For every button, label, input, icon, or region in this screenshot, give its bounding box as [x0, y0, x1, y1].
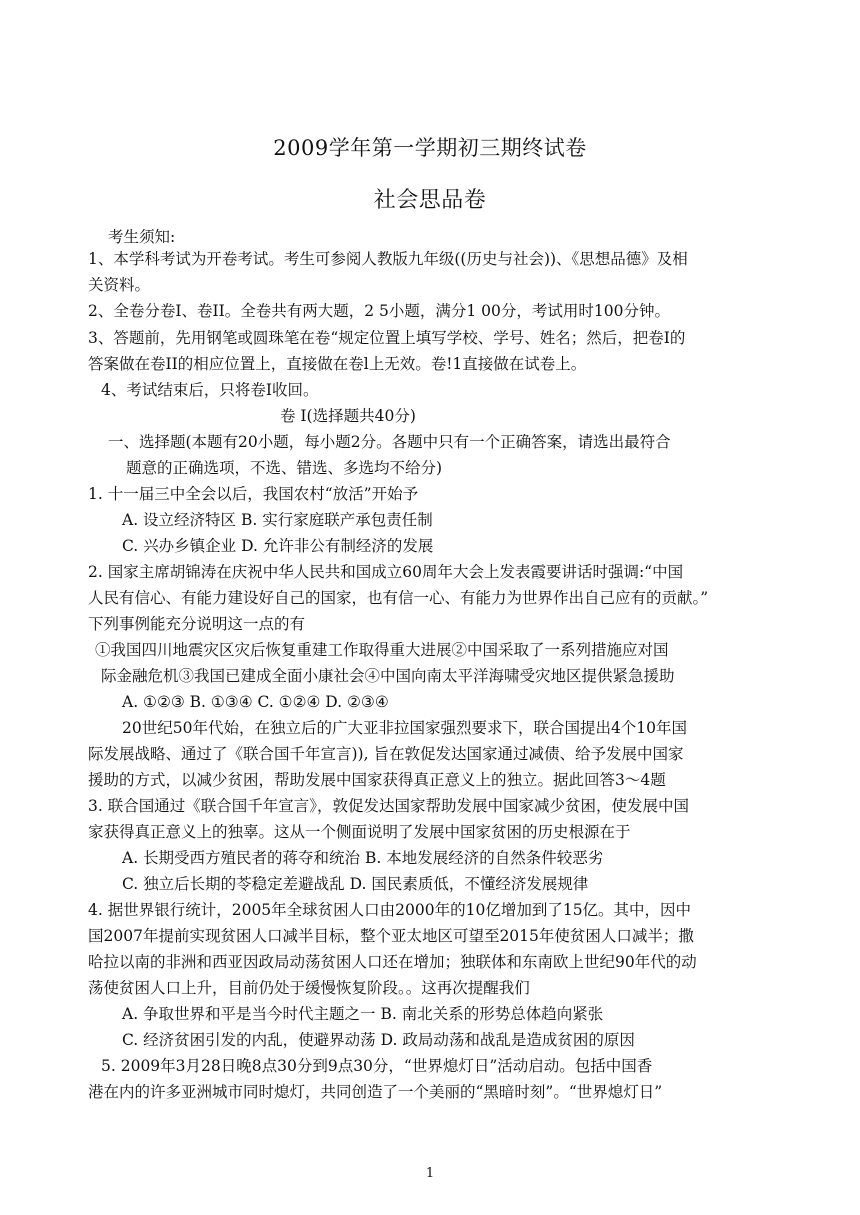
question-3: 3. 联合国通过《联合国千年宣言》，敦促发达国家帮助发展中国家减少贫困，使发展中国 — [88, 797, 689, 815]
exam-subtitle: 社会思品卷 — [373, 188, 487, 213]
exam-title: 2009学年第一学期初三期终试卷 — [273, 136, 587, 160]
question-5-cont: 港在内的许多亚洲城市同时熄灯，共同创造了一个美丽的“黑暗时刻”。“世界熄灯日” — [88, 1083, 663, 1101]
section-instructions-cont: 题意的正确选项，不选、错选、多选均不给分) — [126, 459, 443, 477]
section-heading: 卷 I(选择题共40分) — [280, 407, 416, 425]
question-4-options-ab: A. 争取世界和平是当今时代主题之一 B. 南北关系的形势总体趋向紧张 — [122, 1005, 604, 1023]
notice-line-1-cont: 关资料。 — [88, 276, 151, 294]
question-4-cont-2: 哈拉以南的非洲和西亚因政局动荡贫困人口还在增加；独联体和东南欧上世纪90年代的动 — [88, 953, 697, 971]
question-2-cont-1: 人民有信心、有能力建设好自己的国家，也有信一心、有能力为世界作出自己应有的贡献。” — [88, 589, 709, 607]
notice-line-4: 4、考试结束后，只将卷I收回。 — [101, 381, 319, 399]
question-4-options-cd: C. 经济贫困引发的内乱，使避界动荡 D. 政局动荡和战乱是造成贫困的原因 — [122, 1031, 635, 1049]
notice-line-3-cont: 答案做在卷II的相应位置上，直接做在卷l上无效。卷!1直接做在试卷上。 — [88, 355, 587, 373]
notice-line-3: 3、答题前，先用钢笔或圆珠笔在卷“规定位置上填写学校、学号、姓名；然后，把卷I的 — [88, 329, 686, 347]
passage-line-3: 援助的方式，以减少贫困，帮助发展中国家获得真正意义上的独立。据此回答3～4题 — [88, 771, 666, 789]
page-number: 1 — [425, 1166, 435, 1181]
question-4: 4. 据世界银行统计，2005年全球贫困人口由2000年的10亿增加到了15亿。其中，因中 — [88, 901, 692, 919]
notice-line-2: 2、全卷分卷I、卷II。全卷共有两大题，2 5小题，满分1 00分，考试用时100分钟。 — [88, 302, 670, 320]
question-5: 5. 2009年3月28日晚8点30分到9点30分，“世界熄灯日”活动启动。包括中国香 — [101, 1057, 653, 1075]
passage-line-2: 际发展战略、通过了《联合国千年宣言)), 旨在敦促发达国家通过减债、给予发展中国家 — [88, 745, 684, 763]
question-1-options-ab: A. 设立经济特区 B. 实行家庭联产承包责任制 — [122, 511, 433, 529]
question-3-cont: 家获得真正意义上的独辜。这从一个侧面说明了发展中国家贫困的历史根源在于 — [88, 823, 631, 841]
question-1-options-cd: C. 兴办乡镇企业 D. 允许非公有制经济的发展 — [122, 537, 434, 555]
question-1: 1. 十一届三中全会以后，我国农村“放活”开始予 — [88, 485, 419, 503]
question-2-items-1: ①我国四川地震灾区灾后恢复重建工作取得重大进展②中国采取了一系列措施应对国 — [95, 641, 669, 659]
question-4-cont-1: 国2007年提前实现贫困人口减半目标，整个亚太地区可望至2015年使贫困人口减半；撒 — [88, 927, 694, 945]
question-3-options-ab: A. 长期受西方殖民者的蒋夺和统治 B. 本地发展经济的自然条件较恶劣 — [122, 849, 604, 867]
question-3-options-cd: C. 独立后长期的苓稳定差避战乱 D. 国民素质低，不懂经济发展规律 — [122, 875, 589, 893]
question-2: 2. 国家主席胡锦涛在庆祝中华人民共和国成立60周年大会上发表霞要讲话时强调:“中国 — [88, 563, 684, 581]
question-4-cont-3: 荡使贫困人口上升，目前仍处于缓慢恢复阶段。。这再次提醒我们 — [88, 979, 530, 997]
question-2-cont-2: 下列事例能充分说明这一点的有 — [88, 615, 306, 633]
passage-line-1: 20世纪50年代始，在独立后的广大亚非拉国家强烈要求下，联合国提出4个10年国 — [122, 719, 688, 737]
section-instructions: 一、选择题(本题有20小题，每小题2分。各题中只有一个正确答案，请选出最符合 — [108, 433, 671, 451]
notice-line-1: 1、本学科考试为开卷考试。考生可参阅人教版九年级((历史与社会))、《思想品德》及相 — [88, 250, 688, 268]
notice-heading: 考生须知: — [108, 228, 176, 246]
question-2-items-2: 际金融危机③我国已建成全面小康社会④中国向南太平洋海啸受灾地区提供紧急援助 — [101, 667, 675, 685]
question-2-options: A. ①②③ B. ①③④ C. ①②④ D. ②③④ — [122, 693, 389, 711]
